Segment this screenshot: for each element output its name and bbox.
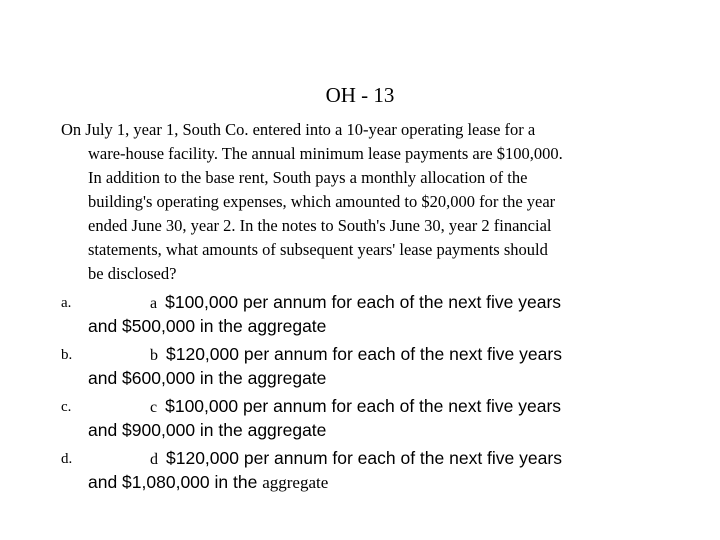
choice-text: and $500,000 in the aggregate	[88, 316, 327, 336]
choice-letter: a	[150, 295, 158, 312]
choice-letter: c	[150, 399, 158, 416]
choice-text: and $900,000 in the aggregate	[88, 420, 327, 440]
question-line: ended June 30, year 2. In the notes to South's June 30, year 2 financial	[88, 216, 552, 235]
slide-title-text: OH - 13	[325, 83, 395, 107]
choice-text: $120,000 per annum for each of the next five years	[166, 448, 562, 468]
choice-first-line	[150, 394, 561, 420]
slide-title	[0, 82, 720, 108]
choice-marker: a.	[61, 295, 72, 311]
answer-choice-a	[61, 290, 701, 342]
question-line: On July 1, year 1, South Co. entered into a 10-year operating lease for a	[61, 120, 536, 139]
choice-second-line	[88, 366, 326, 391]
answer-choice-d	[61, 446, 701, 498]
question-line: ware-house facility. The annual minimum lease payments are $100,000.	[88, 144, 563, 163]
choice-first-line	[150, 446, 562, 472]
choice-second-line	[88, 470, 328, 495]
choice-letter: d	[150, 451, 158, 468]
question-line: be disclosed?	[88, 264, 177, 283]
choice-text-tail: aggregate	[262, 473, 329, 492]
choice-text: $120,000 per annum for each of the next five years	[166, 344, 562, 364]
choice-letter: b	[150, 347, 158, 364]
question-line: In addition to the base rent, South pays a monthly allocation of the	[88, 168, 528, 187]
choice-text: $100,000 per annum for each of the next five years	[165, 292, 562, 312]
choice-second-line	[88, 418, 326, 443]
question-line: statements, what amounts of subsequent years' lease payments should	[88, 240, 548, 259]
choice-marker: d.	[61, 451, 73, 467]
answer-choices	[61, 290, 701, 498]
choice-second-line	[88, 314, 326, 339]
choice-first-line	[150, 290, 561, 316]
choice-text: and $1,080,000 in the	[88, 472, 263, 492]
choice-marker: c.	[61, 399, 72, 415]
choice-first-line	[150, 342, 562, 368]
choice-text: $100,000 per annum for each of the next five years	[165, 396, 562, 416]
question-line: building's operating expenses, which amounted to $20,000 for the year	[88, 192, 556, 211]
answer-choice-b	[61, 342, 701, 394]
answer-choice-c	[61, 394, 701, 446]
choice-marker: b.	[61, 347, 73, 363]
question-text	[61, 118, 691, 286]
choice-text: and $600,000 in the aggregate	[88, 368, 327, 388]
